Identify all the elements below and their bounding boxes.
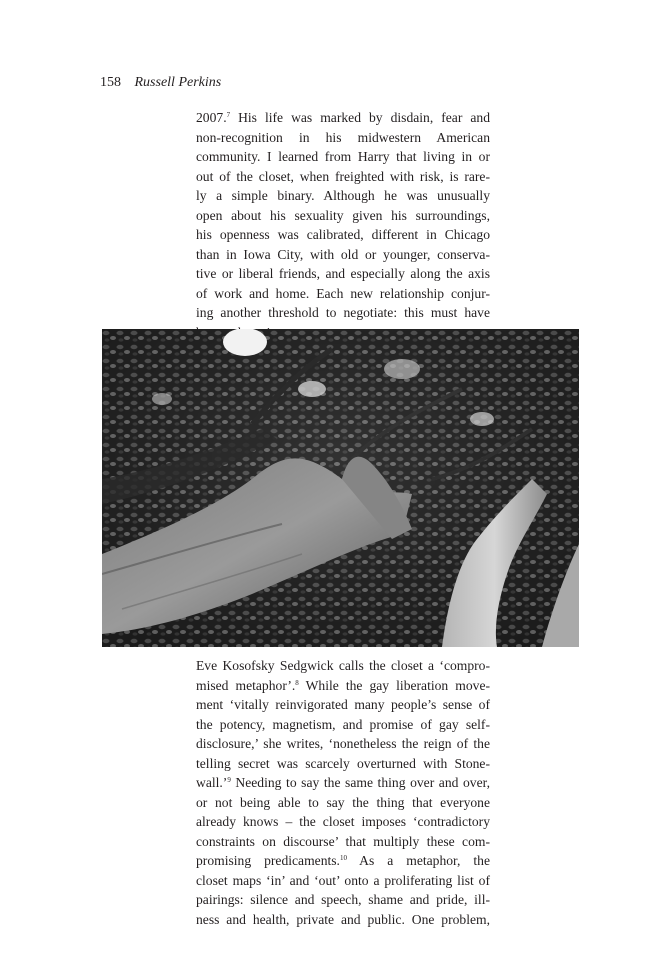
running-head-author: Russell Perkins xyxy=(134,75,222,90)
text-line: ly a simple binary. Although he was unusually xyxy=(196,188,490,203)
text-line: the potency, magnetism, and promise of gay self- xyxy=(196,716,490,732)
text-line: mised metaphor’.$^8$ While the gay liberation move- xyxy=(196,677,490,693)
text-line: ness and health, private and public. One problem, xyxy=(196,911,490,927)
footnote-marker[interactable]: 7 xyxy=(226,111,231,119)
text-line: tive or liberal friends, and especially along the axis xyxy=(196,266,490,281)
text-line: ing another threshold to negotiate: this must have xyxy=(196,305,490,320)
text-line: Eve Kosofsky Sedgwick calls the closet a ‘compro- xyxy=(196,658,490,673)
text-line: disclosure,’ she writes, ‘nonetheless the reign of the xyxy=(196,736,490,751)
text-line: promising predicaments.$^{10}$ As a metaphor, the xyxy=(196,853,490,868)
text-line: open about his sexuality given his surroundings, xyxy=(196,207,490,223)
footnote-marker[interactable]: 9 xyxy=(227,776,231,784)
body-paragraph-2 xyxy=(196,656,490,929)
text-line: telling secret was scarcely overturned with Stone- xyxy=(196,755,490,771)
text-line: ment ‘vitally reinvigorated many people’s sense of xyxy=(196,697,490,712)
text-line: already knows – the closet imposes ‘contradictory xyxy=(196,814,490,829)
footnote-marker[interactable]: 10 xyxy=(339,854,347,862)
text-line: pairings: silence and speech, shame and pride, ill- xyxy=(196,892,490,907)
text-line: community. I learned from Harry that living in or xyxy=(196,149,490,164)
text-line: non-recognition in his midwestern American xyxy=(196,129,490,145)
text-line: closet maps ‘in’ and ‘out’ onto a proliferating list of xyxy=(196,872,490,888)
footnote-marker[interactable]: 8 xyxy=(295,678,299,687)
tree-canopy-photo xyxy=(102,329,579,647)
text-line: wall.’$^9$ Needing to say the same thing over and over, xyxy=(196,775,490,790)
body-paragraph-1 xyxy=(196,108,490,342)
text-line: his openness was calibrated, different in Chicago xyxy=(196,227,490,242)
text-line: of work and home. Each new relationship conjur- xyxy=(196,285,490,301)
text-line: constraints on discourse’ that multiply these com- xyxy=(196,833,490,849)
text-line: or not being able to say the thing that everyone xyxy=(196,794,490,810)
text-line: 2007.$^7$ His life was marked by disdain, fear and xyxy=(196,110,490,125)
text-line: than in Iowa City, with old or younger, conserva- xyxy=(196,246,490,262)
page-number: 158 xyxy=(100,75,121,90)
running-head xyxy=(100,74,221,92)
text-line: out of the closet, when freighted with risk, is rare- xyxy=(196,168,490,184)
